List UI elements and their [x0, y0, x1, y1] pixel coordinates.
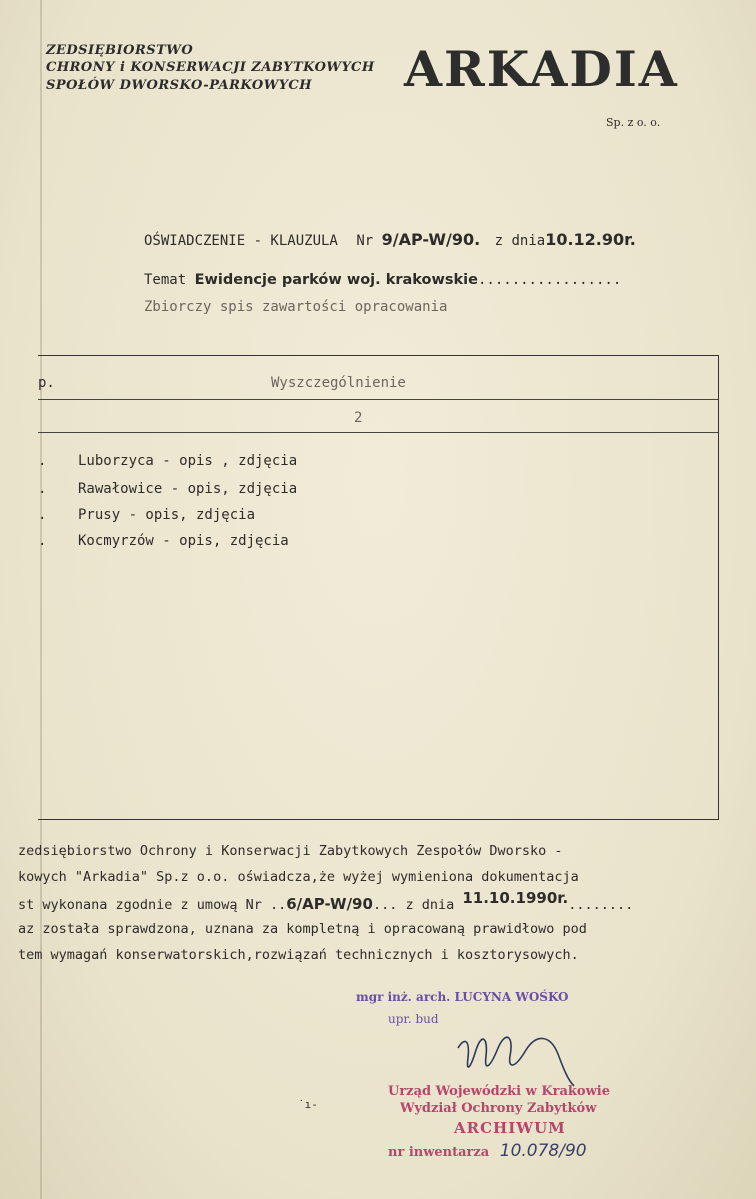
- contents-table: [38, 355, 719, 820]
- company-logo: ARKADIA: [404, 40, 679, 98]
- statement-date: 10.12.90r.: [545, 230, 636, 249]
- table-row: [38, 481, 298, 497]
- declaration-line-3-mid: ... z dnia: [372, 897, 455, 913]
- number-row-divider: [38, 432, 718, 433]
- table-row: [38, 533, 289, 549]
- table-row: [38, 453, 298, 469]
- header-divider: [38, 399, 718, 400]
- statement-line: [144, 230, 636, 249]
- inventory-label: nr inwentarza: [388, 1145, 490, 1160]
- subject-label: Temat: [144, 272, 187, 288]
- ink-mark: ˙ı-: [298, 1098, 318, 1111]
- row-text: Kocmyrzów - opis, zdjęcia: [78, 533, 289, 549]
- archive-stamp-line-1: Urząd Wojewódzki w Krakowie: [388, 1084, 610, 1099]
- declaration-line-2: kowych "Arkadia" Sp.z o.o. oświadcza,że wyżej wymieniona dokumentacja: [18, 869, 579, 885]
- statement-number: 9/AP-W/90.: [381, 230, 481, 249]
- archive-stamp-line-3: ARCHIWUM: [454, 1119, 566, 1137]
- row-marker: .: [38, 507, 47, 523]
- row-marker: .: [38, 453, 47, 469]
- declaration-line-4: az została sprawdzona, uznana za kompletną i opracowaną prawidłowo pod: [18, 921, 587, 937]
- subject-dots: .................: [477, 272, 622, 288]
- row-text: Prusy - opis, zdjęcia: [78, 507, 256, 523]
- handwritten-signature: [440, 1010, 600, 1090]
- declaration-line-3: [18, 889, 634, 913]
- table-row: [38, 507, 256, 523]
- company-name-line-1: ZEDSIĘBIORSTWO: [46, 43, 194, 58]
- contract-number: 6/AP-W/90: [286, 895, 373, 913]
- subject-line: [144, 272, 621, 288]
- column-1-header: p.: [38, 375, 55, 391]
- inventory-number: 10.078/90: [499, 1141, 587, 1161]
- row-text: Rawałowice - opis, zdjęcia: [78, 481, 298, 497]
- column-2-number: 2: [354, 410, 363, 426]
- row-text: Luborzyca - opis , zdjęcia: [78, 453, 298, 469]
- declaration-line-1: zedsiębiorstwo Ochrony i Konserwacji Zabytkowych Zespołów Dworsko -: [18, 843, 563, 859]
- column-2-header: Wyszczególnienie: [271, 375, 406, 391]
- declaration-line-3-prefix: st wykonana zgodnie z umową Nr ..: [18, 897, 287, 913]
- declaration-line-5: tem wymagań konserwatorskich,rozwiązań technicznych i kosztorysowych.: [18, 947, 579, 963]
- statement-heading: OŚWIADCZENIE - KLAUZULA: [144, 233, 338, 249]
- signer-stamp-line-1: mgr inż. arch. LUCYNA WOŚKO: [356, 990, 569, 1004]
- company-legal-form: Sp. z o. o.: [606, 116, 661, 129]
- row-marker: .: [38, 481, 47, 497]
- archive-stamp-line-2: Wydział Ochrony Zabytków: [400, 1101, 597, 1116]
- archive-stamp-line-4: [388, 1141, 587, 1161]
- statement-nr-label: Nr: [356, 233, 374, 249]
- company-name-line-2: CHRONY i KONSERWACJI ZABYTKOWYCH: [46, 60, 375, 75]
- company-name-line-3: SPOŁÓW DWORSKO-PARKOWYCH: [46, 78, 312, 93]
- row-marker: .: [38, 533, 47, 549]
- contract-date: 11.10.1990r.: [462, 889, 569, 907]
- declaration-line-3-suffix: ........: [568, 897, 634, 913]
- statement-date-label: z dnia: [494, 233, 546, 249]
- subject-value: Ewidencje parków woj. krakowskie: [194, 272, 478, 288]
- signer-stamp-line-2: upr. bud: [388, 1012, 439, 1026]
- subject-summary: Zbiorczy spis zawartości opracowania: [144, 299, 448, 315]
